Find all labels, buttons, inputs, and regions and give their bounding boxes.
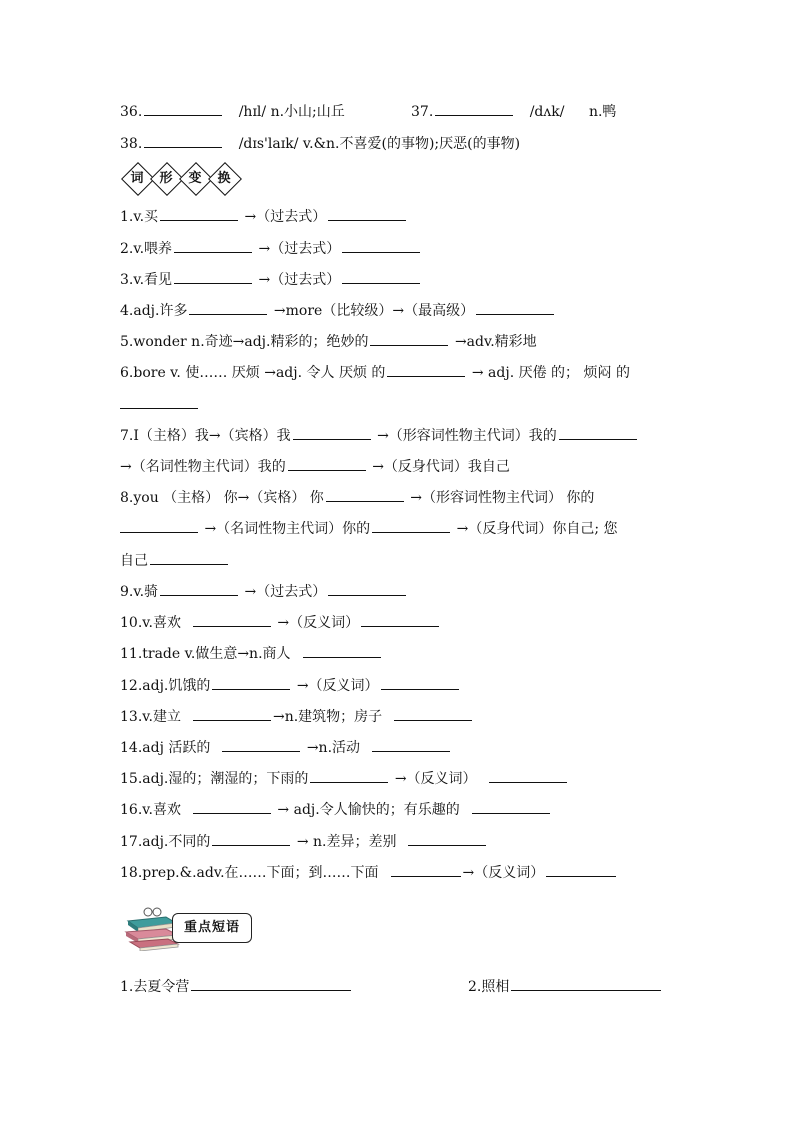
word-form-item-8	[120, 487, 594, 508]
item-number: 37.	[411, 104, 434, 120]
vocab-line-37	[411, 101, 616, 122]
answer-blank[interactable]	[120, 518, 198, 533]
word-form-item-11	[120, 643, 383, 664]
word-form-item-15	[120, 768, 569, 789]
word-form-item-17	[120, 831, 488, 852]
item-text: →（过去式）	[258, 241, 341, 257]
word-form-item-8-cont	[120, 518, 618, 539]
section-banner-word-forms	[122, 163, 246, 195]
item-text: 2.v.喂养	[120, 241, 173, 257]
phrase-text: 2.照相	[468, 979, 510, 995]
answer-blank[interactable]	[361, 612, 439, 627]
section-label: 重点短语	[172, 913, 252, 943]
item-text: 9.v.骑	[120, 584, 159, 600]
answer-blank[interactable]	[326, 487, 404, 502]
item-text: 17.adj.不同的	[120, 834, 211, 850]
answer-blank[interactable]	[144, 133, 222, 148]
item-text: →（反身代词）你自己; 您	[456, 521, 618, 537]
answer-blank[interactable]	[303, 643, 381, 658]
word-form-item-5	[120, 331, 537, 352]
answer-blank[interactable]	[193, 799, 271, 814]
word-form-item-6	[120, 362, 630, 383]
answer-blank[interactable]	[328, 581, 406, 596]
vocab-line-38	[120, 133, 520, 154]
item-text: →（反义词）	[296, 678, 379, 694]
vocab-line-36	[120, 101, 345, 122]
definition: v.&n.不喜爱(的事物);厌恶(的事物)	[302, 136, 521, 152]
item-text: 8.you （主格） 你→（宾格） 你	[120, 490, 324, 506]
section-banner-key-phrases	[122, 905, 254, 951]
item-text: →（过去式）	[258, 272, 341, 288]
item-text: → n.差异；差别	[296, 834, 397, 850]
item-text: 15.adj.湿的；潮湿的；下雨的	[120, 771, 309, 787]
word-form-item-7	[120, 425, 639, 446]
item-number: 38.	[120, 136, 143, 152]
answer-blank[interactable]	[387, 362, 465, 377]
word-form-item-12	[120, 675, 461, 696]
answer-blank[interactable]	[174, 238, 252, 253]
banner-char: 变	[188, 171, 202, 186]
item-text: 13.v.建立	[120, 709, 181, 725]
item-text: 11.trade v.做生意→n.商人	[120, 646, 291, 662]
answer-blank[interactable]	[212, 675, 290, 690]
answer-blank[interactable]	[189, 300, 267, 315]
answer-blank[interactable]	[144, 101, 222, 116]
item-text: →（过去式）	[244, 584, 327, 600]
phonetic: /dɪs'laɪk/	[238, 136, 299, 152]
item-text: 5.wonder n.奇迹→adj.精彩的；绝妙的	[120, 334, 369, 350]
answer-blank[interactable]	[160, 581, 238, 596]
answer-blank[interactable]	[559, 425, 637, 440]
answer-blank[interactable]	[293, 425, 371, 440]
answer-blank[interactable]	[328, 206, 406, 221]
phrase-2	[468, 976, 663, 997]
word-form-item-16	[120, 799, 552, 820]
item-number: 36.	[120, 104, 143, 120]
banner-char: 词	[130, 171, 144, 186]
answer-blank[interactable]	[408, 831, 486, 846]
item-text: →（反身代词）我自己	[372, 459, 510, 475]
item-text: 7.I（主格）我→（宾格）我	[120, 428, 291, 444]
answer-blank[interactable]	[342, 238, 420, 253]
item-text: → adj. 厌倦 的； 烦闷 的	[471, 365, 630, 381]
answer-blank[interactable]	[150, 550, 228, 565]
item-text: →（反义词）	[394, 771, 477, 787]
answer-blank[interactable]	[435, 101, 513, 116]
answer-blank[interactable]	[370, 331, 448, 346]
item-text: 16.v.喜欢	[120, 802, 181, 818]
item-text: →（名词性物主代词）我的	[120, 459, 286, 475]
item-text: →adv.精彩地	[454, 334, 537, 350]
word-form-item-8-cont2	[120, 550, 230, 571]
word-form-item-7-cont	[120, 456, 510, 477]
answer-blank[interactable]	[191, 976, 351, 991]
item-text: →（形容词性物主代词） 你的	[410, 490, 595, 506]
item-text: 自己	[120, 553, 148, 569]
word-form-item-13	[120, 706, 474, 727]
answer-blank[interactable]	[394, 706, 472, 721]
word-form-item-18	[120, 862, 618, 883]
item-text: →（形容词性物主代词）我的	[377, 428, 557, 444]
answer-blank[interactable]	[193, 706, 271, 721]
answer-blank[interactable]	[310, 768, 388, 783]
word-form-item-14	[120, 737, 452, 758]
word-form-item-6-cont	[120, 394, 200, 415]
phonetic: /dʌk/	[529, 104, 565, 120]
word-form-item-3	[120, 269, 422, 290]
answer-blank[interactable]	[222, 737, 300, 752]
item-text: →n.建筑物；房子	[272, 709, 383, 725]
answer-blank[interactable]	[288, 456, 366, 471]
word-form-item-1	[120, 206, 408, 227]
item-text: 3.v.看见	[120, 272, 173, 288]
answer-blank[interactable]	[120, 394, 198, 409]
word-form-item-2	[120, 238, 422, 259]
phrase-1	[120, 976, 353, 997]
definition: n.鸭	[588, 104, 617, 120]
answer-blank[interactable]	[511, 976, 661, 991]
phonetic: /hɪl/	[238, 104, 267, 120]
item-text: 18.prep.&.adv.在……下面；到……下面	[120, 865, 379, 881]
item-text: →n.活动	[306, 740, 361, 756]
item-text: 14.adj 活跃的	[120, 740, 211, 756]
phrase-text: 1.去夏令营	[120, 979, 190, 995]
answer-blank[interactable]	[472, 799, 550, 814]
answer-blank[interactable]	[546, 862, 616, 877]
word-form-item-10	[120, 612, 441, 633]
banner-char: 形	[159, 171, 173, 186]
answer-blank[interactable]	[212, 831, 290, 846]
item-text: → adj.令人愉快的；有乐趣的	[277, 802, 460, 818]
item-text: →（反义词）	[462, 865, 545, 881]
answer-blank[interactable]	[342, 269, 420, 284]
item-text: 4.adj.许多	[120, 303, 188, 319]
item-text: 1.v.买	[120, 209, 159, 225]
answer-blank[interactable]	[372, 737, 450, 752]
answer-blank[interactable]	[160, 206, 238, 221]
item-text: →（过去式）	[244, 209, 327, 225]
answer-blank[interactable]	[476, 300, 554, 315]
answer-blank[interactable]	[372, 518, 450, 533]
item-text: 10.v.喜欢	[120, 615, 181, 631]
banner-char: 换	[217, 171, 231, 186]
item-text: →（名词性物主代词）你的	[204, 521, 371, 537]
answer-blank[interactable]	[174, 269, 252, 284]
answer-blank[interactable]	[381, 675, 459, 690]
definition: n.小山;山丘	[270, 104, 345, 120]
word-form-item-9	[120, 581, 408, 602]
answer-blank[interactable]	[489, 768, 567, 783]
item-text: →（反义词）	[277, 615, 360, 631]
item-text: →more（比较级）→（最高级）	[273, 303, 475, 319]
answer-blank[interactable]	[193, 612, 271, 627]
answer-blank[interactable]	[391, 862, 461, 877]
item-text: 12.adj.饥饿的	[120, 678, 211, 694]
item-text: 6.bore v. 使…… 厌烦 →adj. 令人 厌烦 的	[120, 365, 386, 381]
word-form-item-4	[120, 300, 556, 321]
